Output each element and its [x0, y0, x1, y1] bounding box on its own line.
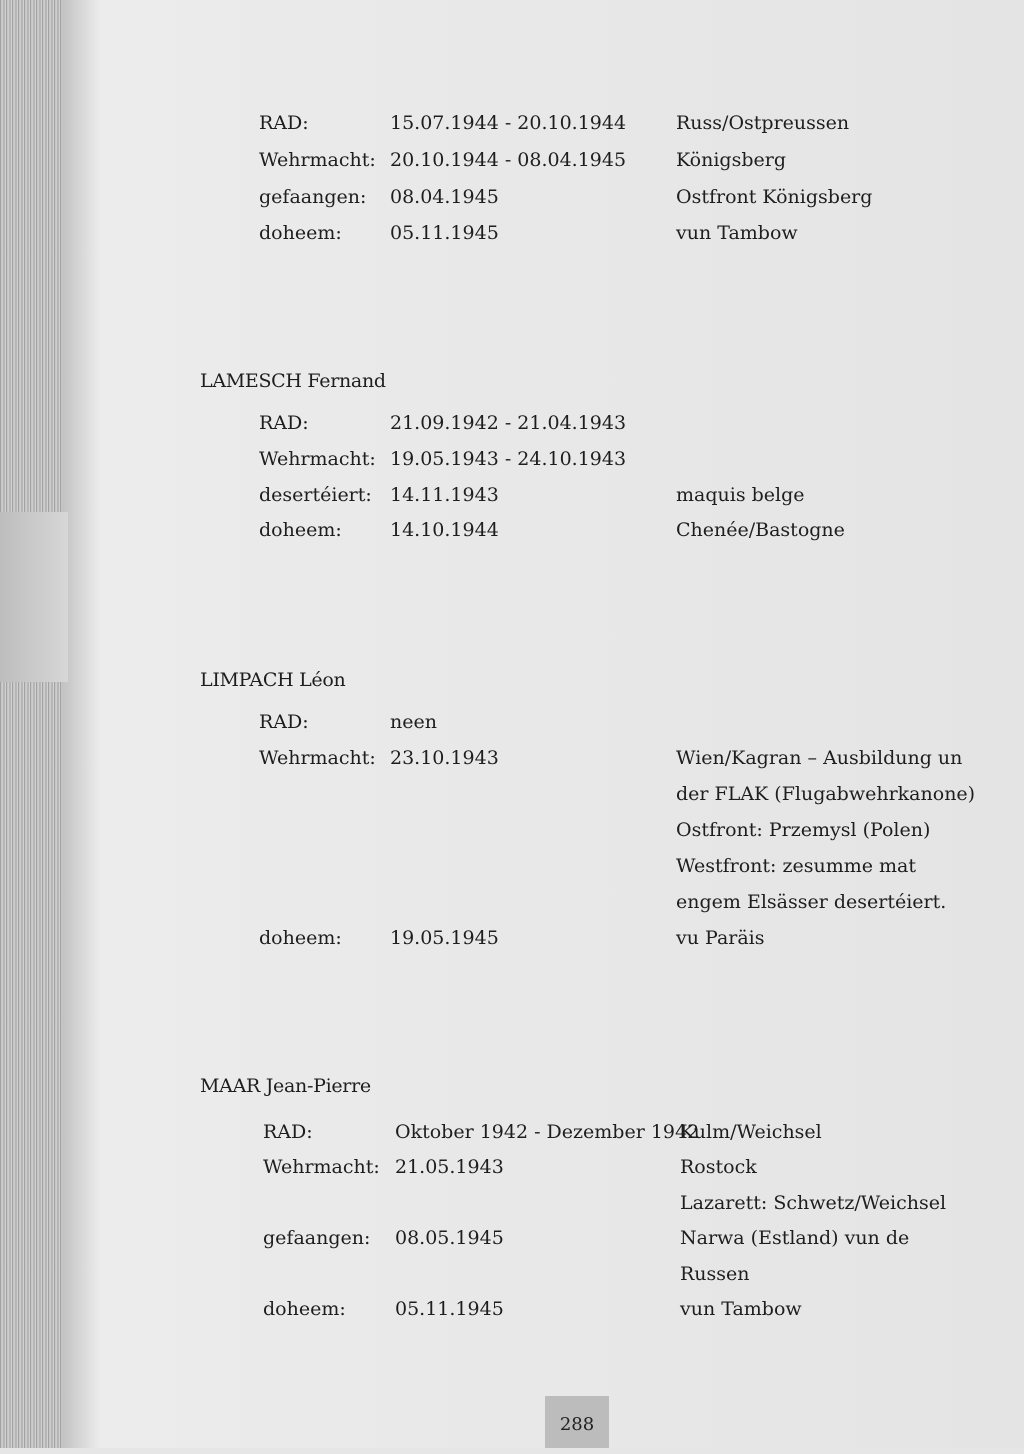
row-place: Russen	[680, 1263, 750, 1285]
entry-row	[0, 149, 1024, 185]
row-label: RAD:	[263, 1121, 313, 1143]
entry-row	[0, 412, 1024, 448]
row-date: 21.09.1942 - 21.04.1943	[390, 412, 627, 434]
row-label: Wehrmacht:	[259, 149, 376, 171]
entry-row	[0, 1121, 1024, 1157]
row-place: Königsberg	[676, 149, 787, 171]
row-place: Russ/Ostpreussen	[676, 112, 850, 134]
row-place: der FLAK (Flugabwehrkanone)	[676, 783, 976, 805]
person-name: MAAR Jean-Pierre	[200, 1075, 371, 1097]
entry-row	[0, 855, 1024, 891]
entry-row	[0, 1156, 1024, 1192]
row-place: vu Paräis	[676, 927, 765, 949]
row-label: gefaangen:	[259, 186, 367, 208]
row-label: Wehrmacht:	[259, 448, 376, 470]
entry-row	[0, 819, 1024, 855]
row-date: 19.05.1943 - 24.10.1943	[390, 448, 627, 470]
row-date: 08.05.1945	[395, 1227, 504, 1249]
row-place: Wien/Kagran – Ausbildung un	[676, 747, 963, 769]
row-label: doheem:	[259, 927, 342, 949]
row-label: doheem:	[259, 519, 342, 541]
person-name: LIMPACH Léon	[200, 669, 346, 691]
entry-row	[0, 186, 1024, 222]
row-label: gefaangen:	[263, 1227, 371, 1249]
row-date: 14.10.1944	[390, 519, 499, 541]
entry-row	[0, 484, 1024, 520]
entry-row	[0, 711, 1024, 747]
entry-row	[0, 112, 1024, 148]
entry-row	[0, 1227, 1024, 1263]
entry-row	[0, 1298, 1024, 1334]
row-place: maquis belge	[676, 484, 805, 506]
entry-row	[0, 1263, 1024, 1299]
row-label: Wehrmacht:	[259, 747, 376, 769]
row-place: Rostock	[680, 1156, 757, 1178]
row-date: 08.04.1945	[390, 186, 499, 208]
row-place: Chenée/Bastogne	[676, 519, 845, 541]
entry-row	[0, 927, 1024, 963]
row-place: engem Elsässer desertéiert.	[676, 891, 947, 913]
entry-row	[0, 448, 1024, 484]
row-date: 05.11.1945	[395, 1298, 504, 1320]
row-date: 05.11.1945	[390, 222, 499, 244]
entry-row	[0, 747, 1024, 783]
entry-row	[0, 222, 1024, 258]
row-place: vun Tambow	[680, 1298, 802, 1320]
row-date: neen	[390, 711, 437, 733]
entry-row	[0, 783, 1024, 819]
row-date: 19.05.1945	[390, 927, 499, 949]
row-date: 21.05.1943	[395, 1156, 504, 1178]
row-label: Wehrmacht:	[263, 1156, 380, 1178]
entry-row	[0, 1192, 1024, 1228]
row-place: Kulm/Weichsel	[680, 1121, 822, 1143]
row-place: Narwa (Estland) vun de	[680, 1227, 910, 1249]
row-place: Ostfront: Przemysl (Polen)	[676, 819, 931, 841]
row-place: Westfront: zesumme mat	[676, 855, 917, 877]
row-date: 23.10.1943	[390, 747, 499, 769]
row-date: Oktober 1942 - Dezember 1942	[395, 1121, 700, 1143]
row-place: Ostfront Königsberg	[676, 186, 873, 208]
row-place: vun Tambow	[676, 222, 798, 244]
row-label: RAD:	[259, 711, 309, 733]
row-date: 15.07.1944 - 20.10.1944	[390, 112, 627, 134]
row-label: RAD:	[259, 112, 309, 134]
entry-row	[0, 519, 1024, 555]
row-label: RAD:	[259, 412, 309, 434]
row-place: Lazarett: Schwetz/Weichsel	[680, 1192, 947, 1214]
row-label: desertéiert:	[259, 484, 372, 506]
person-name: LAMESCH Fernand	[200, 370, 386, 392]
row-date: 20.10.1944 - 08.04.1945	[390, 149, 627, 171]
row-label: doheem:	[259, 222, 342, 244]
row-date: 14.11.1943	[390, 484, 499, 506]
row-label: doheem:	[263, 1298, 346, 1320]
page-number: 288	[545, 1396, 609, 1448]
entry-row	[0, 891, 1024, 927]
